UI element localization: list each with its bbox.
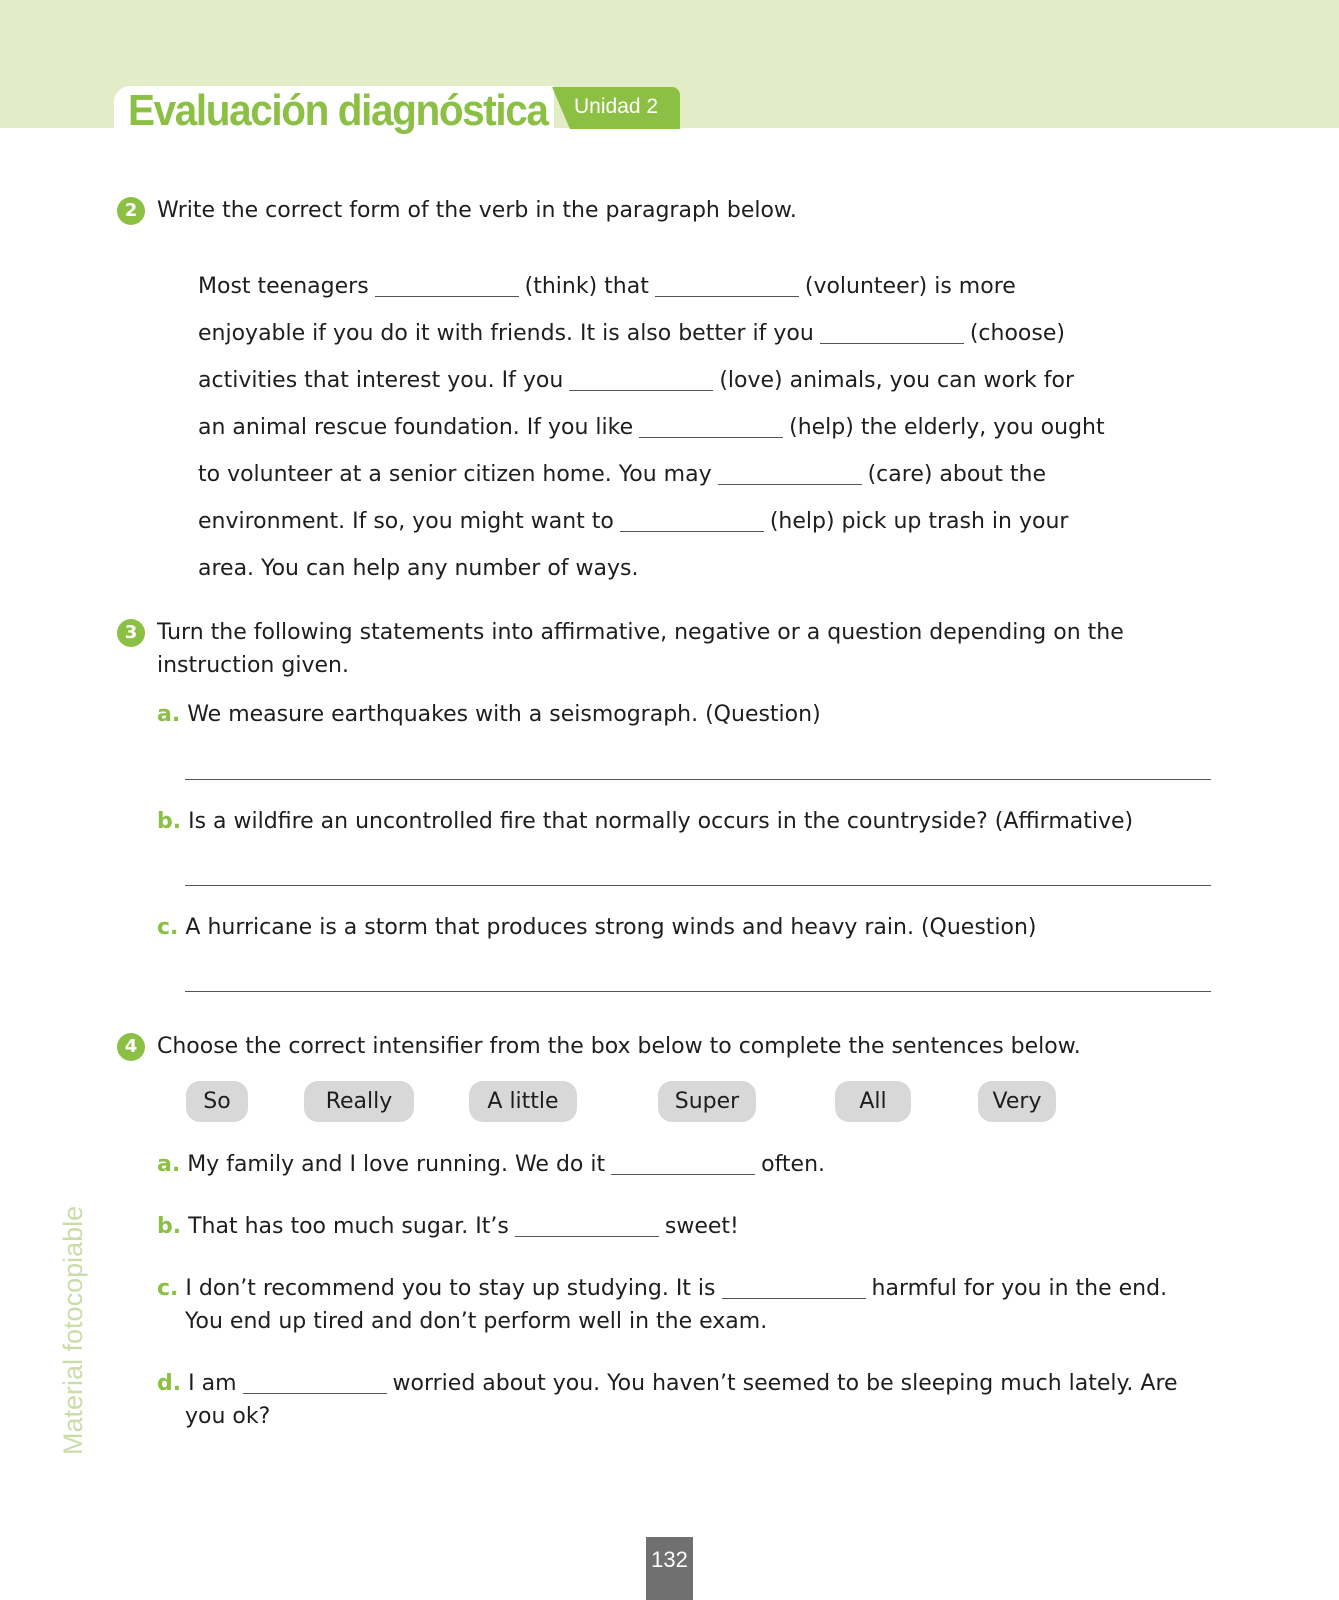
answer-line[interactable] [185, 885, 1211, 886]
exercise-3-instruction-cont: instruction given. [157, 653, 349, 678]
answer-blank[interactable] [639, 419, 783, 438]
paragraph-line: an animal rescue foundation. If you like (help) the elderly, you ought [198, 415, 1105, 440]
answer-blank[interactable] [718, 466, 862, 485]
option-so: So [186, 1081, 248, 1122]
paragraph-line: enjoyable if you do it with friends. It is also better if you (choose) [198, 321, 1065, 346]
paragraph-line: area. You can help any number of ways. [198, 556, 639, 581]
answer-blank[interactable] [611, 1156, 755, 1175]
exercise-4-item-cont: You end up tired and don’t perform well in the exam. [185, 1309, 768, 1334]
exercise-3-number: 3 [117, 619, 145, 647]
option-a-little: A little [469, 1081, 577, 1122]
photocopiable-note: Material fotocopiable [58, 1205, 88, 1455]
answer-blank[interactable] [375, 278, 519, 297]
unit-label: Unidad 2 [574, 95, 659, 118]
paragraph-line: Most teenagers (think) that (volunteer) is more [198, 274, 1016, 299]
exercise-4-item-cont: you ok? [185, 1404, 271, 1429]
page-number: 132 [646, 1537, 693, 1600]
answer-blank[interactable] [620, 513, 764, 532]
paragraph-line: activities that interest you. If you (love) animals, you can work for [198, 368, 1075, 393]
exercise-4-number: 4 [117, 1033, 145, 1061]
exercise-4-item: a. My family and I love running. We do it often. [157, 1152, 826, 1177]
option-really: Really [304, 1081, 414, 1122]
exercise-4-item: b. That has too much sugar. It’s sweet! [157, 1214, 739, 1239]
exercise-4-item: c. I don’t recommend you to stay up studying. It is harmful for you in the end. [157, 1276, 1168, 1301]
option-all: All [835, 1081, 911, 1122]
answer-blank[interactable] [243, 1375, 387, 1394]
exercise-4-item: d. I am worried about you. You haven’t seemed to be sleeping much lately. Are [157, 1371, 1178, 1396]
answer-blank[interactable] [655, 278, 799, 297]
answer-line[interactable] [185, 991, 1211, 992]
page-title: Evaluación diagnóstica [128, 86, 548, 135]
exercise-3-item: a. We measure earthquakes with a seismograph. (Question) [157, 702, 821, 727]
answer-blank[interactable] [515, 1218, 659, 1237]
answer-blank[interactable] [722, 1280, 866, 1299]
option-very: Very [978, 1081, 1056, 1122]
exercise-2-number: 2 [117, 197, 145, 225]
exercise-4-instruction: Choose the correct intensifier from the box below to complete the sentences below. [157, 1034, 1081, 1059]
exercise-3-instruction: Turn the following statements into affirmative, negative or a question depending on the [157, 620, 1124, 645]
answer-blank[interactable] [569, 372, 713, 391]
exercise-2-instruction: Write the correct form of the verb in the paragraph below. [157, 198, 797, 223]
exercise-3-item: b. Is a wildfire an uncontrolled fire that normally occurs in the countryside? (Affirmative) [157, 809, 1134, 834]
exercise-3-item: c. A hurricane is a storm that produces strong winds and heavy rain. (Question) [157, 915, 1037, 940]
paragraph-line: environment. If so, you might want to (help) pick up trash in your [198, 509, 1069, 534]
answer-blank[interactable] [820, 325, 964, 344]
option-super: Super [658, 1081, 756, 1122]
answer-line[interactable] [185, 779, 1211, 780]
paragraph-line: to volunteer at a senior citizen home. You may (care) about the [198, 462, 1046, 487]
